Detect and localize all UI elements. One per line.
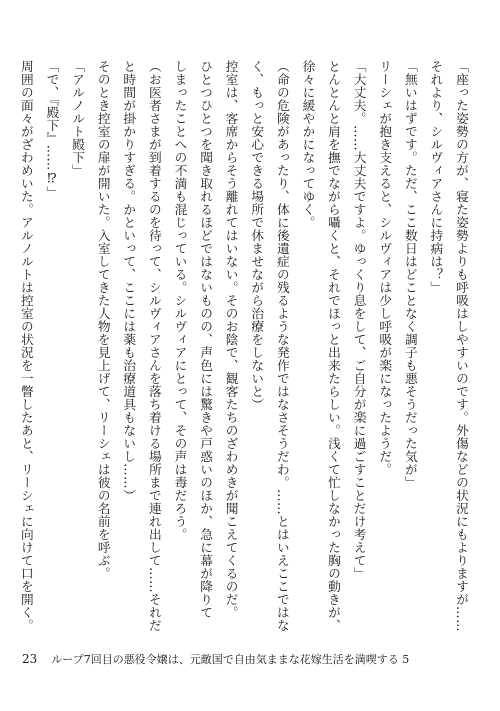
text-line: 周囲の面々がざわめいた。アルノルトは控室の状況を一瞥したあと、リーシェに向けて口を開く。 (18, 60, 34, 632)
running-title: ループ7回目の悪役令嬢は、元敵国で自由気ままな花嫁生活を満喫する 5 (51, 653, 410, 666)
text-line: ひとつひとつを聞き取れるほどではないものの、声色には驚きや戸惑いのほか、急に幕が降りて (198, 60, 214, 619)
text-line: 徐々に緩やかになってゆく。 (300, 60, 316, 229)
text-line: 「大丈夫。……大丈夫ですよ。ゆっくり息をして、ご自分が楽に過ごすことだけ考えて」 (351, 60, 367, 580)
text-line: 「で、『殿下』……⁉」 (44, 60, 60, 199)
text-line: 「アルノルト殿下」 (70, 60, 86, 177)
text-line: それより、シルヴィアさんに持病は？」 (428, 60, 444, 294)
text-line: そのとき控室の扉が開いた。入室してきた人物を見上げて、リーシェは彼の名前を呼ぶ。 (95, 60, 111, 580)
text-line: しまったことへの不満も混じっている。シルヴィアにとって、その声は毒だろう。 (172, 60, 188, 541)
text-line: とんとんと肩を撫でながら囁くと、それでほっと出来たらしい。浅くて忙しなかった胸の動きが、 (326, 60, 342, 632)
text-line: 「座った姿勢の方が、寝た姿勢よりも呼吸はしやすいのです。外傷などの状況にもよりますが…… (454, 60, 469, 632)
page-number: 23 (22, 652, 38, 666)
text-line: （お医者さまが到着するのを待って、シルヴィアさんを落ち着ける場所まで連れ出して……それだ (146, 60, 162, 632)
text-line: 控室は、客席からそう離れてはいない。そのお陰で、観客たちのざわめきが聞こえてくるのだ。 (223, 60, 239, 619)
text-line: （命の危険があったり、体に後遺症の残るような発作ではなさそうだわ。……とはいえここではな (274, 60, 290, 632)
page-footer (22, 651, 409, 667)
text-line: リーシェが抱き支えると、シルヴィアは少し呼吸が楽になったようだ。 (377, 60, 393, 476)
text-line: く、もっと安心できる場所で休ませながら治療をしないと） (249, 60, 265, 411)
text-line: 「無いはずです。ただ、ここ数日はどことなく調子も悪そうだった気が」 (402, 60, 418, 489)
vertical-body-text (18, 60, 474, 632)
text-line: と時間が掛かりすぎる。かといって、ここには薬も治療道具もないし……） (121, 60, 137, 502)
